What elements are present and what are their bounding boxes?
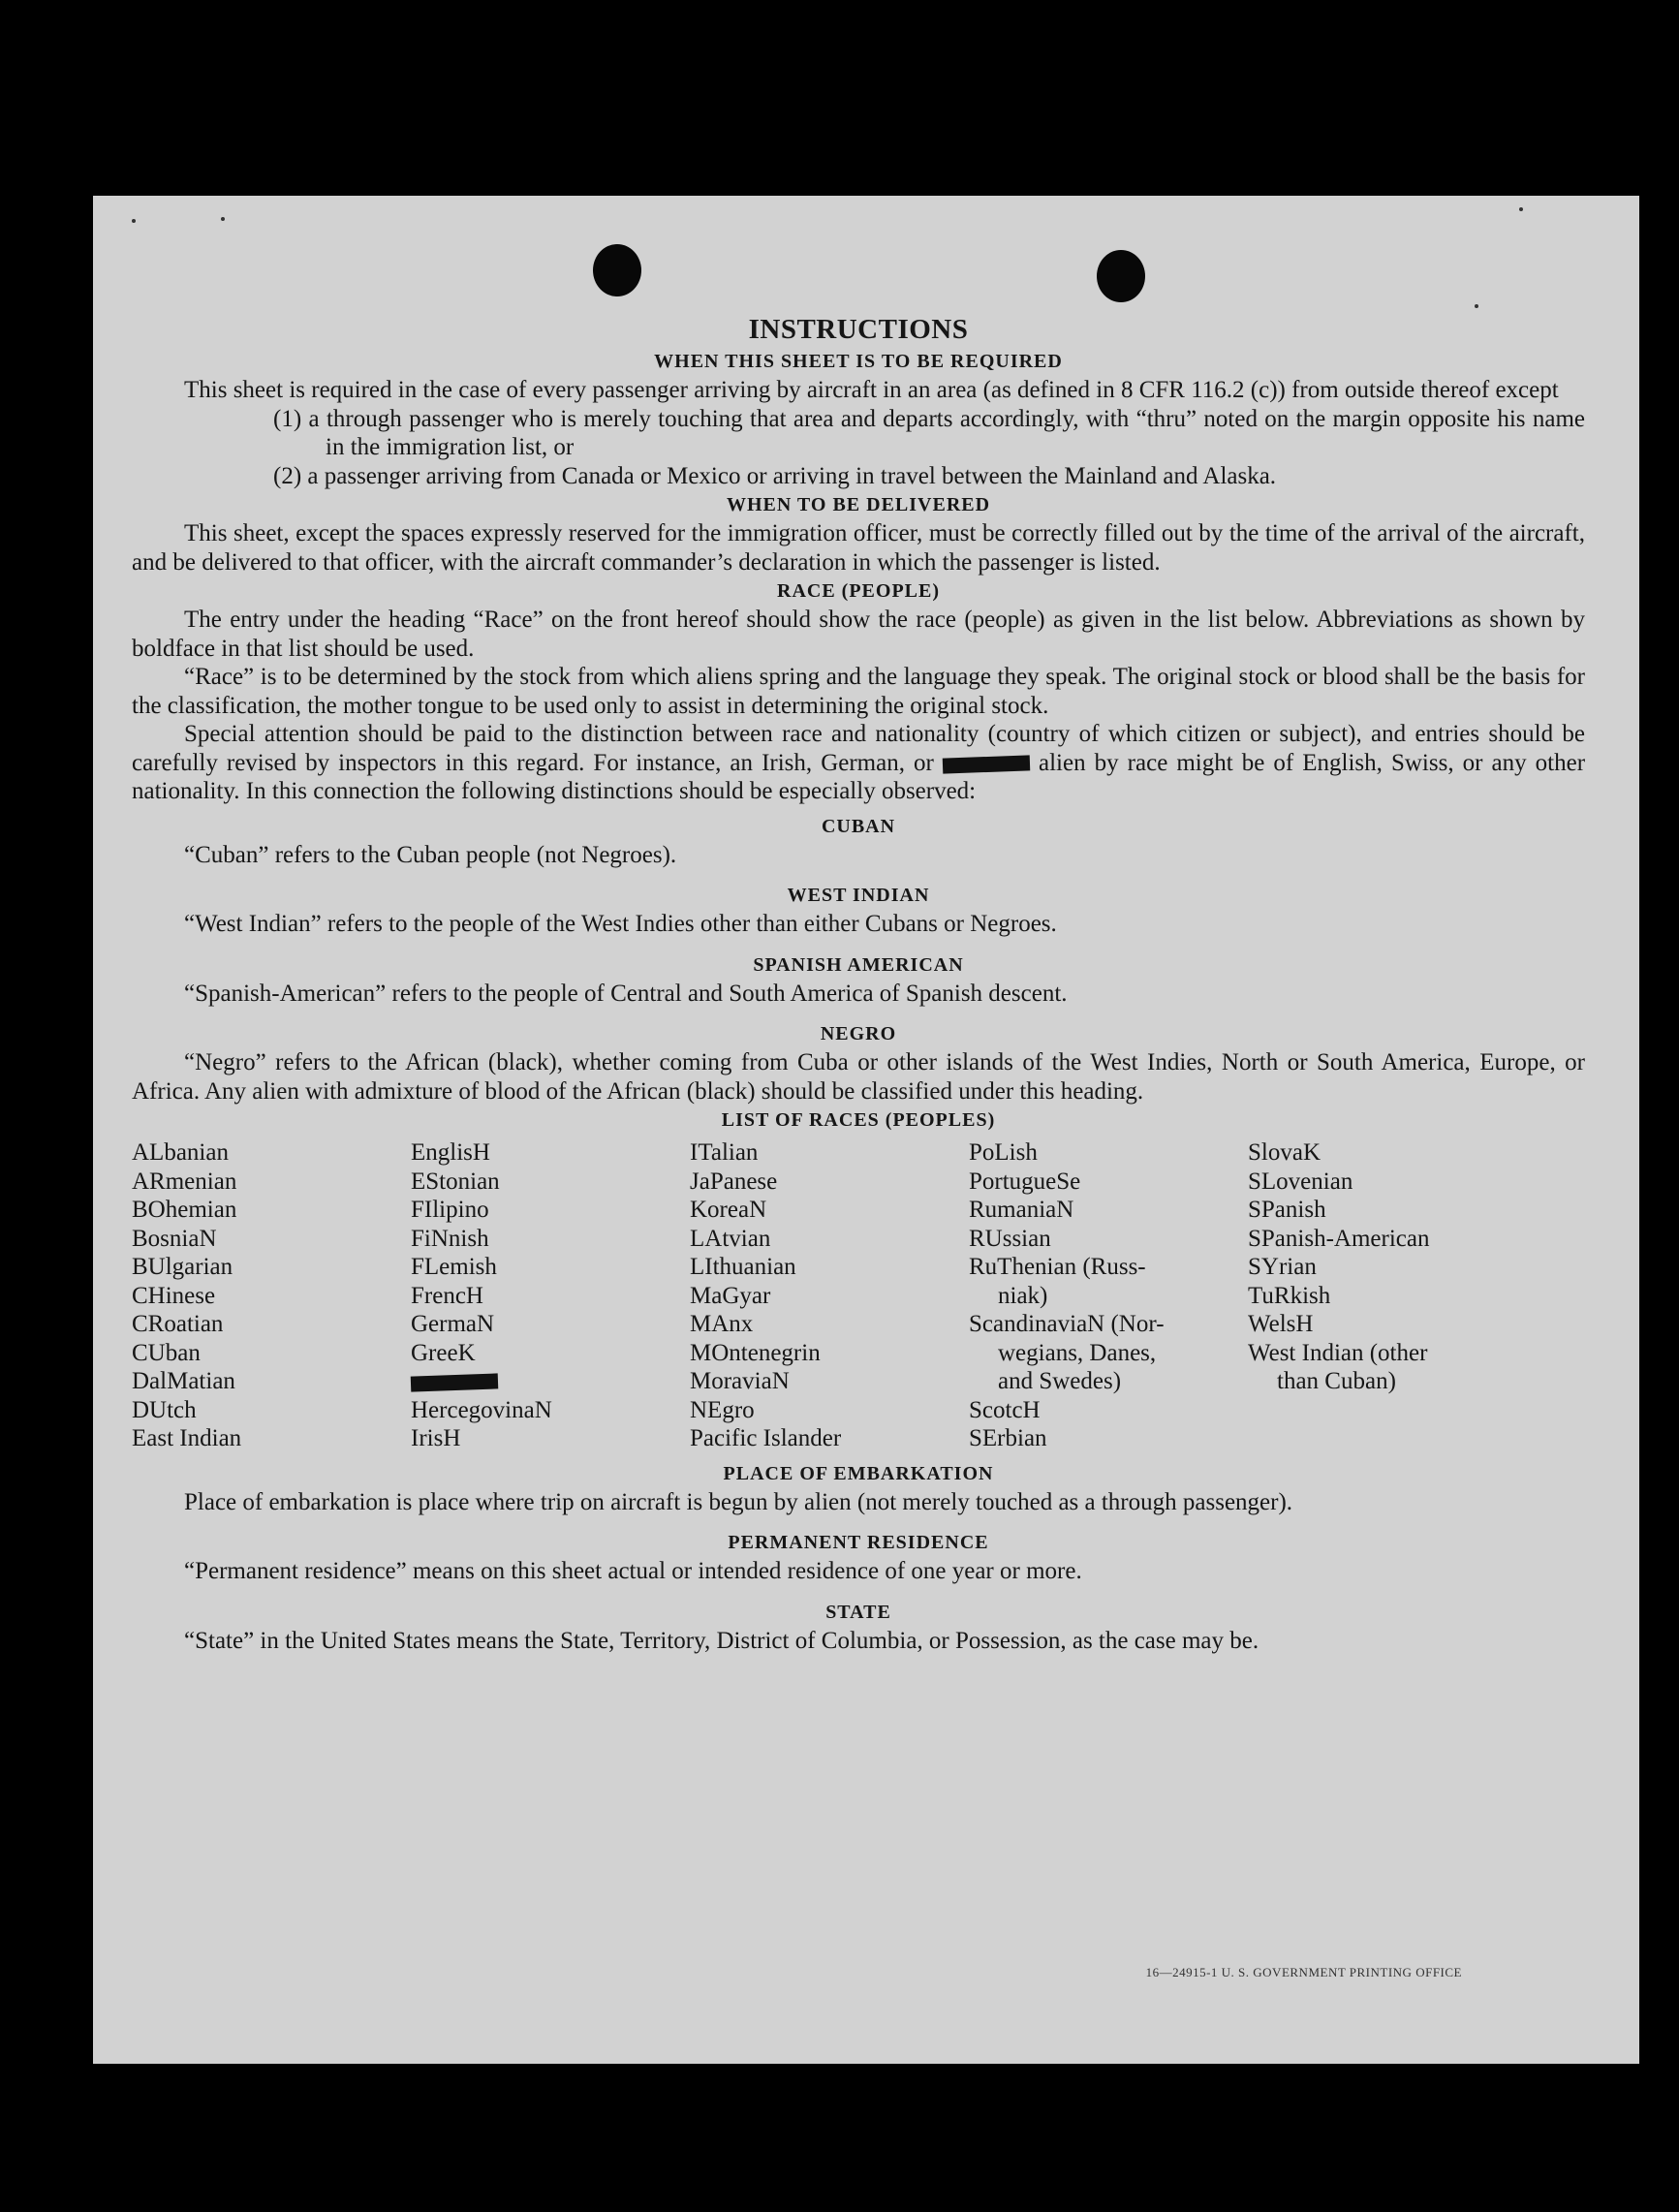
race-item: SlovaK — [1248, 1139, 1321, 1166]
cuban-definition: “Cuban” refers to the Cuban people (not Negroes). — [184, 841, 677, 868]
race-item: LAtvian — [690, 1225, 771, 1252]
race-paragraph-3 — [132, 720, 1585, 806]
race-item: CHinese — [132, 1282, 216, 1309]
race-list — [132, 1138, 1585, 1453]
race-item: FrencH — [411, 1282, 483, 1309]
heading-negro: NEGRO — [820, 1023, 897, 1044]
west-indian-definition: “West Indian” refers to the people of the West Indies other than either Cubans or Negroes. — [184, 911, 1057, 937]
race-item-continued: niak) — [998, 1282, 1048, 1309]
spanish-american-definition: “Spanish-American” refers to the people of Central and South America of Spanish descent. — [184, 980, 1068, 1007]
required-item-1: (1) a through passenger who is merely touching that area and departs accordingly, with “thru” noted on the margin opposite his name in the immigration list, or — [273, 405, 1585, 460]
race-list-column — [690, 1138, 969, 1453]
heading-state: STATE — [825, 1601, 891, 1623]
race-item: CRoatian — [132, 1311, 224, 1337]
race-item: ITalian — [690, 1139, 759, 1166]
race-item: RUssian — [969, 1225, 1051, 1252]
race-item: ScandinaviaN (Nor- — [969, 1311, 1165, 1337]
speck — [132, 219, 136, 223]
page-title: INSTRUCTIONS — [748, 314, 969, 345]
printing-office-code: 16—24915-1 U. S. GOVERNMENT PRINTING OFFICE — [1145, 1965, 1462, 1979]
speck — [221, 217, 225, 221]
race-item: BOhemian — [132, 1197, 237, 1223]
required-item-2: (2) a passenger arriving from Canada or Mexico or arriving in travel between the Mainland and Alaska. — [273, 462, 1277, 489]
race-item: MoraviaN — [690, 1368, 790, 1394]
race-list-column — [969, 1138, 1248, 1453]
race-item: BosniaN — [132, 1225, 217, 1252]
race-item: HercegovinaN — [411, 1396, 552, 1423]
race-item: MaGyar — [690, 1282, 771, 1309]
race-item: BUlgarian — [132, 1254, 233, 1280]
punch-hole — [593, 244, 641, 296]
race-item: JaPanese — [690, 1168, 778, 1195]
document-sheet — [93, 196, 1639, 2064]
race-item: ALbanian — [132, 1139, 229, 1166]
race-item: CUban — [132, 1339, 201, 1366]
race-item: PoLish — [969, 1139, 1038, 1166]
heading-spanish-american: SPANISH AMERICAN — [753, 953, 964, 976]
race-item-redacted — [411, 1367, 690, 1396]
heading-required: WHEN THIS SHEET IS TO BE REQUIRED — [654, 351, 1063, 372]
heading-cuban: CUBAN — [821, 815, 896, 837]
race-item: East Indian — [132, 1425, 242, 1451]
race-item: EnglisH — [411, 1139, 490, 1166]
embarkation-text: Place of embarkation is place where trip on aircraft is begun by alien (not merely touched as a through passenger). — [184, 1488, 1293, 1515]
race-item: West Indian (other — [1248, 1339, 1428, 1366]
heading-race-list: LIST OF RACES (PEOPLES) — [721, 1109, 996, 1131]
race-item: SPanish — [1248, 1197, 1326, 1223]
race-item: NEgro — [690, 1396, 755, 1423]
race-item: EStonian — [411, 1168, 500, 1195]
race-list-column — [132, 1138, 411, 1453]
punch-hole — [1097, 250, 1145, 302]
race-item: MOntenegrin — [690, 1339, 821, 1366]
race-item: FLemish — [411, 1254, 497, 1280]
race-item: FiNnish — [411, 1225, 489, 1252]
race-item: KoreaN — [690, 1197, 767, 1223]
race-item-continued: than Cuban) — [1277, 1368, 1396, 1394]
race-paragraph-2: “Race” is to be determined by the stock from which aliens spring and the language they speak. The original stock or blood shall be the basis for the classification, the mother tongue to be used only to assist in determining the original stock. — [132, 664, 1585, 719]
residence-text: “Permanent residence” means on this sheet actual or intended residence of one year or more. — [184, 1558, 1082, 1584]
race-paragraph-3-part-b: alien by race might be of English, Swiss, or any other nationality. In this connection the following distinctions should be especially observed: — [132, 749, 1586, 804]
race-item: ARmenian — [132, 1168, 237, 1195]
delivered-text: This sheet, except the spaces expressly reserved for the immigration officer, must be correctly filled out by the time of the arrival of the aircraft, and be delivered to that officer, with the aircraft commander’s declaration in which the passenger is listed. — [132, 520, 1585, 576]
race-item-continued: and Swedes) — [998, 1368, 1122, 1394]
state-text: “State” in the United States means the State, Territory, District of Columbia, or Possession, as the case may be. — [184, 1627, 1259, 1654]
race-item: LIthuanian — [690, 1254, 796, 1280]
race-item: GreeK — [411, 1339, 476, 1366]
race-item: PortugueSe — [969, 1168, 1081, 1195]
instructions-body — [132, 312, 1585, 1655]
redaction-mark — [943, 755, 1031, 773]
race-item: DUtch — [132, 1396, 197, 1423]
redaction-mark — [411, 1374, 499, 1392]
race-paragraph-3-part-a: Special attention should be paid to the distinction between race and nationality (country of which citizen or subject), and entries should be carefully revised by inspectors in this regard. For instance, an Irish, German, or — [132, 721, 1585, 776]
heading-embarkation: PLACE OF EMBARKATION — [723, 1462, 994, 1484]
race-item: ScotcH — [969, 1396, 1041, 1423]
race-item: FIlipino — [411, 1197, 489, 1223]
heading-residence: PERMANENT RESIDENCE — [728, 1532, 989, 1553]
race-item: WelsH — [1248, 1311, 1314, 1337]
race-item: IrisH — [411, 1425, 461, 1451]
race-item: TuRkish — [1248, 1282, 1331, 1309]
race-item: RuThenian (Russ- — [969, 1254, 1146, 1280]
race-item: SYrian — [1248, 1254, 1317, 1280]
race-item: GermaN — [411, 1311, 495, 1337]
negro-definition: “Negro” refers to the African (black), whether coming from Cuba or other islands of the West Indies, North or South America, Europe, or Africa. Any alien with admixture of blood of the African (black) should be classified under this heading. — [132, 1049, 1585, 1105]
speck — [1519, 207, 1523, 211]
race-item-continued: wegians, Danes, — [998, 1339, 1157, 1366]
race-item: SPanish-American — [1248, 1225, 1430, 1252]
race-paragraph-1: The entry under the heading “Race” on the front hereof should show the race (people) as given in the list below. Abbreviations as shown by boldface in that list should be used. — [132, 607, 1585, 662]
race-list-column — [411, 1138, 690, 1453]
race-list-column — [1248, 1138, 1527, 1453]
race-item: MAnx — [690, 1311, 754, 1337]
race-item: RumaniaN — [969, 1197, 1074, 1223]
required-intro: This sheet is required in the case of every passenger arriving by aircraft in an area (as defined in 8 CFR 116.2 (c)) from outside thereof except — [184, 377, 1559, 403]
race-item: Pacific Islander — [690, 1425, 842, 1451]
heading-race: RACE (PEOPLE) — [777, 580, 940, 602]
race-item: SErbian — [969, 1425, 1047, 1451]
race-item: SLovenian — [1248, 1168, 1353, 1195]
heading-west-indian: WEST INDIAN — [787, 885, 930, 906]
heading-delivered: WHEN TO BE DELIVERED — [726, 494, 991, 515]
speck — [1475, 304, 1478, 308]
race-item: DalMatian — [132, 1368, 235, 1394]
